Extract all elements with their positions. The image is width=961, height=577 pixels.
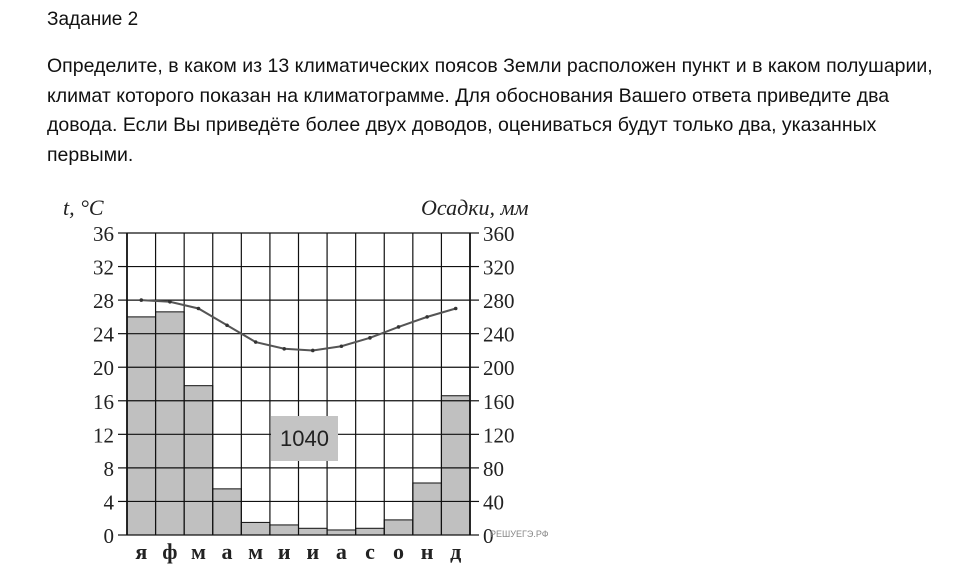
month-label: м (190, 539, 206, 564)
temperature-point (311, 349, 315, 353)
left-tick-label: 20 (93, 356, 114, 381)
right-tick-label: 0 (483, 524, 494, 548)
left-tick-label: 16 (93, 389, 114, 414)
left-tick-label: 12 (93, 423, 114, 448)
month-label: а (335, 539, 347, 564)
temperature-point (368, 336, 372, 340)
left-tick-label: 28 (93, 289, 114, 314)
right-tick-label: 120 (483, 423, 515, 448)
temperature-point (168, 300, 172, 304)
precip-bar (356, 528, 385, 535)
left-tick-label: 36 (93, 222, 114, 246)
right-tick-label: 360 (483, 222, 515, 246)
left-tick-label: 4 (103, 490, 114, 515)
right-tick-label: 40 (483, 490, 504, 515)
temperature-point (282, 347, 286, 351)
precip-bar (299, 528, 328, 535)
temperature-point (254, 340, 258, 344)
precip-bar (241, 522, 270, 535)
temperature-point (139, 298, 143, 302)
precip-bar (384, 520, 413, 535)
month-label: и (306, 539, 320, 564)
temperature-point (340, 344, 344, 348)
left-tick-label: 24 (93, 322, 114, 347)
temperature-point (397, 325, 401, 329)
precip-bar (270, 525, 299, 535)
month-label: а (221, 539, 233, 564)
right-tick-label: 160 (483, 389, 515, 414)
temperature-point (454, 307, 458, 311)
precip-bar (441, 396, 470, 535)
left-tick-label: 8 (103, 456, 114, 481)
right-tick-label: 320 (483, 255, 515, 280)
watermark: РЕШУЕГЭ.РФ (490, 529, 549, 539)
precip-bar (184, 386, 213, 535)
precip-bar (127, 317, 156, 535)
left-axis-label: t, °C (63, 195, 104, 220)
month-label: о (393, 539, 405, 564)
task-text: Определите, в каком из 13 климатических поясов Земли расположен пункт и в каком полушарии, климат которого показан на климатограмме. Для обоснования Вашего ответа приведите два довода. Если Вы приведёте более двух доводов, оцениваться будут только два, указанных первыми. (47, 55, 933, 166)
left-tick-label: 0 (103, 524, 114, 548)
right-tick-label: 240 (483, 322, 515, 347)
month-label: и (277, 539, 291, 564)
right-tick-label: 280 (483, 289, 515, 314)
temperature-point (197, 307, 201, 311)
precip-bar (213, 489, 242, 535)
right-axis-label: Осадки, мм (421, 195, 529, 220)
right-tick-label: 80 (483, 456, 504, 481)
task-title: Задание 2 (47, 9, 139, 30)
right-tick-label: 200 (483, 356, 515, 381)
temperature-point (225, 323, 229, 327)
month-label: я (135, 539, 148, 564)
month-label: н (420, 539, 434, 564)
month-label: с (365, 539, 375, 564)
temperature-point (425, 315, 429, 319)
precip-bar (327, 530, 356, 535)
precip-bar (413, 483, 442, 535)
month-label: д (450, 539, 462, 564)
month-label: ф (162, 539, 178, 564)
left-tick-label: 32 (93, 255, 114, 280)
month-label: м (248, 539, 264, 564)
annual-total-label: 1040 (280, 426, 329, 451)
